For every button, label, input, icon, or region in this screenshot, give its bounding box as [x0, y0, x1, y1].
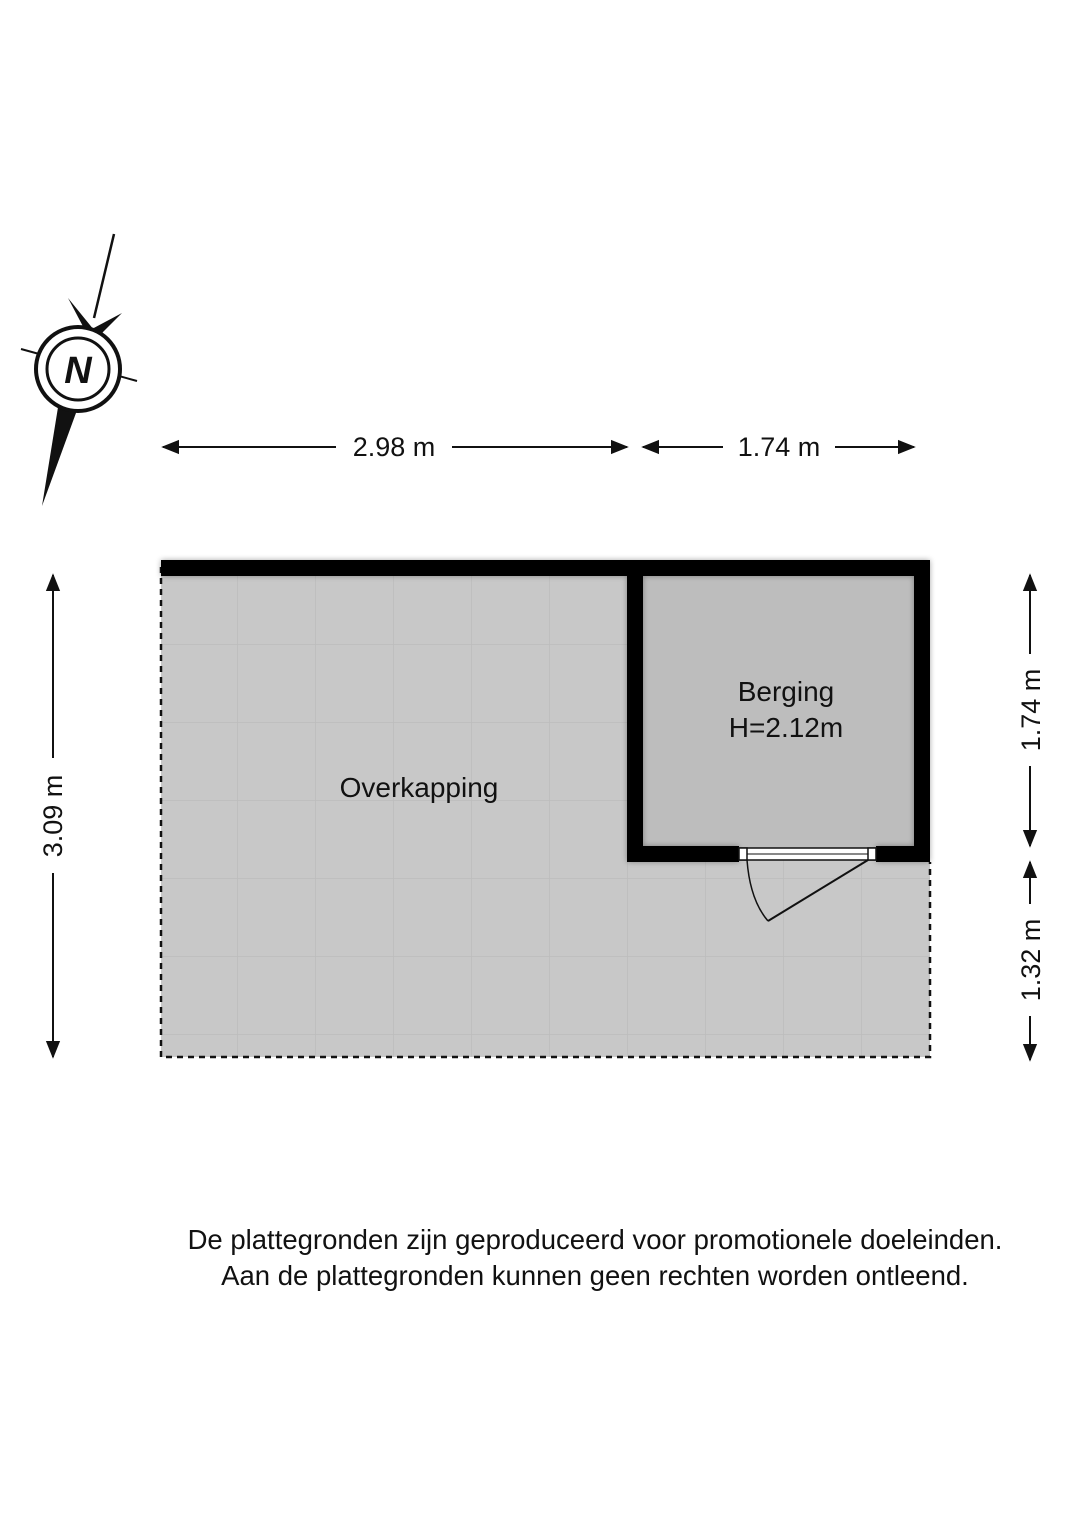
wall-berging-left — [627, 560, 643, 862]
berging-label: Berging — [737, 676, 835, 707]
compass-letter: N — [64, 350, 92, 392]
dimension-right-upper — [1016, 575, 1046, 846]
wall-top — [161, 560, 930, 576]
disclaimer — [0, 1222, 1080, 1294]
dimension-left — [38, 575, 68, 1057]
dimension-top-right-label: 1.74 m — [737, 432, 821, 462]
compass-north-icon — [21, 234, 137, 506]
wall-berging-bottom-left — [627, 846, 739, 862]
wall-berging-bottom-right — [876, 846, 930, 862]
dimension-right-lower-label: 1.32 m — [1016, 918, 1046, 1002]
dimension-top-left-label: 2.98 m — [352, 432, 436, 462]
berging-height-label: H=2.12m — [728, 712, 844, 743]
dimension-top-right — [643, 432, 914, 462]
dimension-right-upper-label: 1.74 m — [1016, 668, 1046, 752]
dimension-right-lower — [1016, 862, 1046, 1060]
disclaimer-line-1: De plattegronden zijn geproduceerd voor promotionele doeleinden. — [187, 1224, 1003, 1255]
dimension-left-label: 3.09 m — [38, 774, 68, 858]
disclaimer-line-2: Aan de plattegronden kunnen geen rechten worden ontleend. — [221, 1260, 969, 1291]
dimension-top-left — [163, 432, 627, 462]
overkapping-label: Overkapping — [339, 772, 499, 803]
wall-berging-right — [914, 560, 930, 862]
